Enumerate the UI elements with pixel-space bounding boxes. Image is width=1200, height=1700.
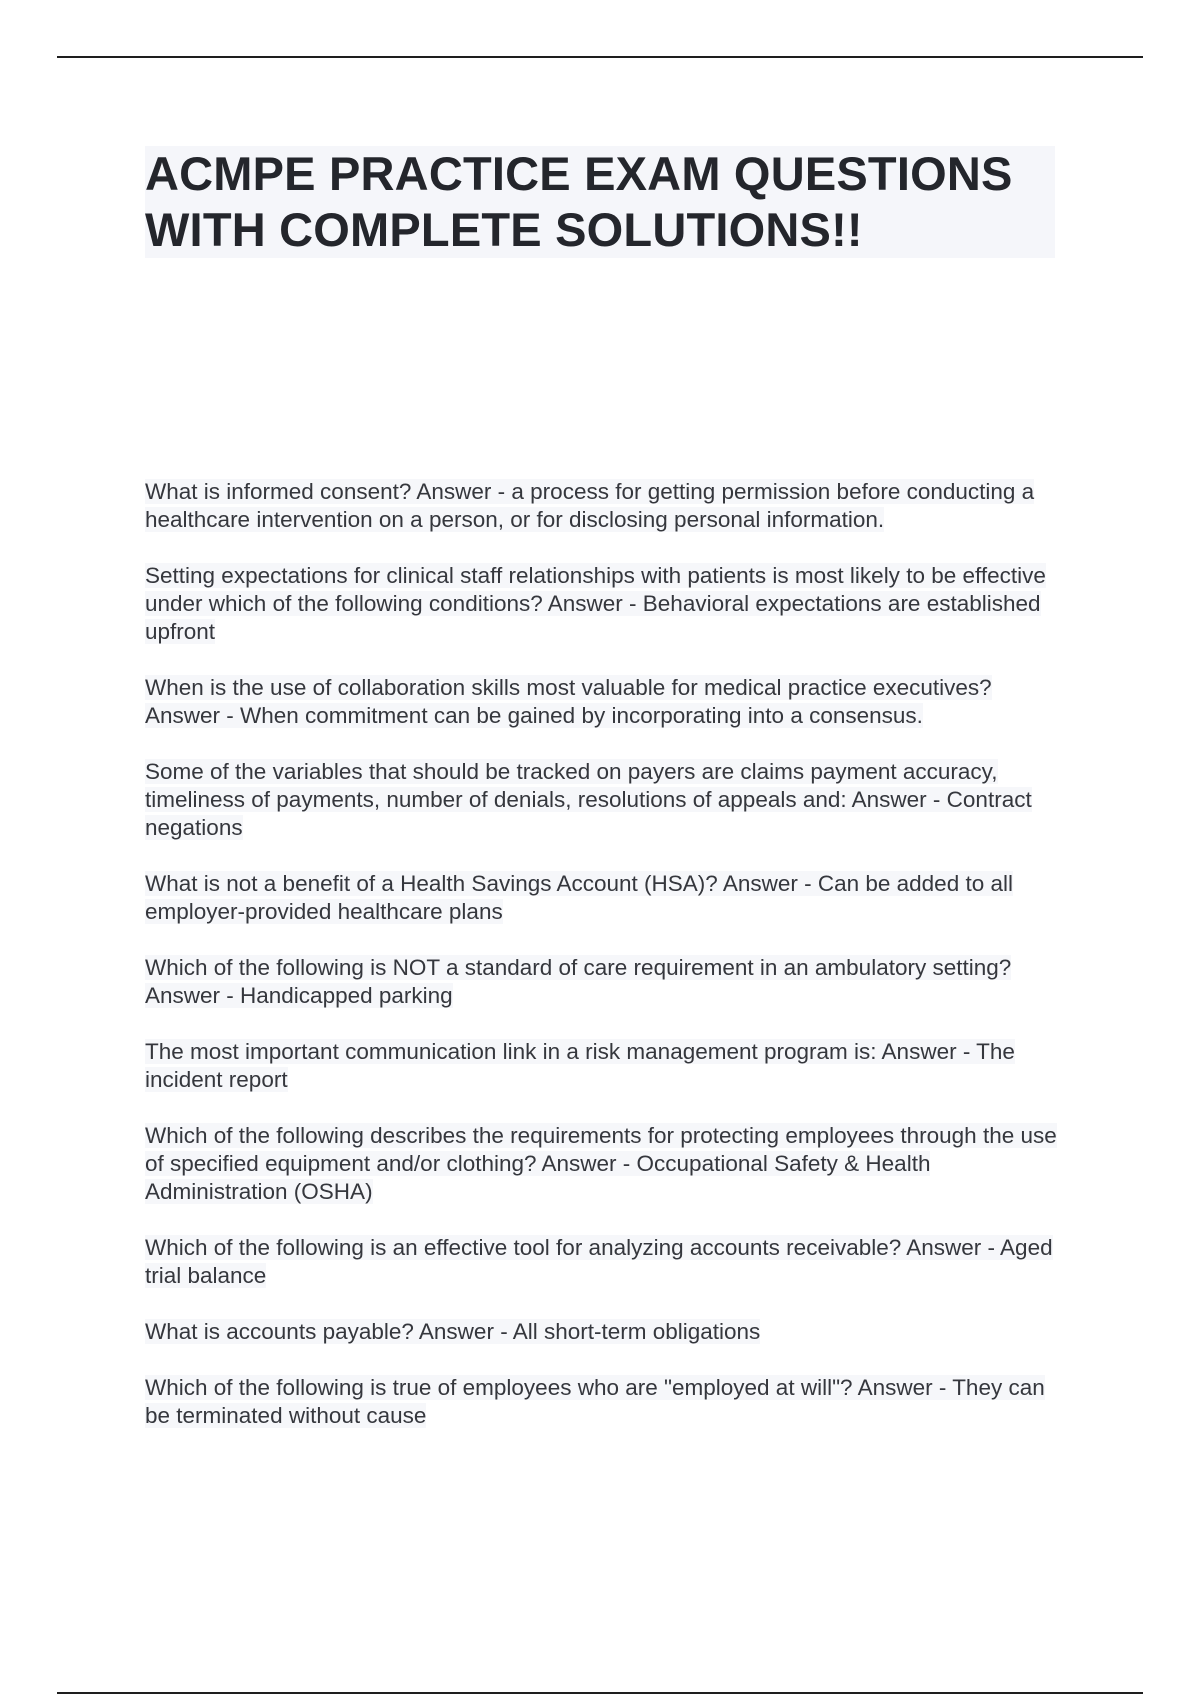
top-rule bbox=[57, 56, 1143, 58]
qa-text: Some of the variables that should be tracked on payers are claims payment accuracy, timeliness of payments, number of denials, resolutions of appeals and: Answer - Contract negations bbox=[145, 759, 1032, 840]
qa-item-4 bbox=[145, 758, 1065, 842]
qa-item-9 bbox=[145, 1234, 1065, 1290]
bottom-rule bbox=[57, 1692, 1143, 1694]
qa-item-1 bbox=[145, 478, 1065, 534]
qa-text: Which of the following is an effective tool for analyzing accounts receivable? Answer - Aged trial balance bbox=[145, 1235, 1053, 1288]
title-line-1: ACMPE PRACTICE EXAM QUESTIONS bbox=[145, 147, 1013, 200]
qa-text: Setting expectations for clinical staff relationships with patients is most likely to be effective under which of the following conditions? Answer - Behavioral expectations are established upfront bbox=[145, 563, 1046, 644]
qa-text: Which of the following describes the requirements for protecting employees through the use of specified equipment and/or clothing? Answer - Occupational Safety & Health Administration (OSHA) bbox=[145, 1123, 1057, 1204]
document-title bbox=[145, 146, 1055, 258]
qa-text: When is the use of collaboration skills most valuable for medical practice executives? Answer - When commitment can be gained by incorporating into a consensus. bbox=[145, 675, 992, 728]
title-line-2: WITH COMPLETE SOLUTIONS!! bbox=[145, 203, 863, 256]
qa-text: Which of the following is true of employees who are "employed at will"? Answer - They can be terminated without cause bbox=[145, 1375, 1045, 1428]
qa-item-2 bbox=[145, 562, 1065, 646]
qa-item-10 bbox=[145, 1318, 1065, 1346]
qa-text: What is informed consent? Answer - a process for getting permission before conducting a healthcare intervention on a person, or for disclosing personal information. bbox=[145, 479, 1035, 532]
qa-text: What is not a benefit of a Health Savings Account (HSA)? Answer - Can be added to all employer-provided healthcare plans bbox=[145, 871, 1013, 924]
qa-item-7 bbox=[145, 1038, 1065, 1094]
qa-item-8 bbox=[145, 1122, 1065, 1206]
qa-text: What is accounts payable? Answer - All short-term obligations bbox=[145, 1319, 761, 1344]
qa-text: Which of the following is NOT a standard of care requirement in an ambulatory setting? Answer - Handicapped parking bbox=[145, 955, 1012, 1008]
qa-item-11 bbox=[145, 1374, 1065, 1430]
qa-item-6 bbox=[145, 954, 1065, 1010]
qa-list bbox=[145, 478, 1065, 1458]
qa-item-5 bbox=[145, 870, 1065, 926]
qa-item-3 bbox=[145, 674, 1065, 730]
qa-text: The most important communication link in a risk management program is: Answer - The incident report bbox=[145, 1039, 1015, 1092]
